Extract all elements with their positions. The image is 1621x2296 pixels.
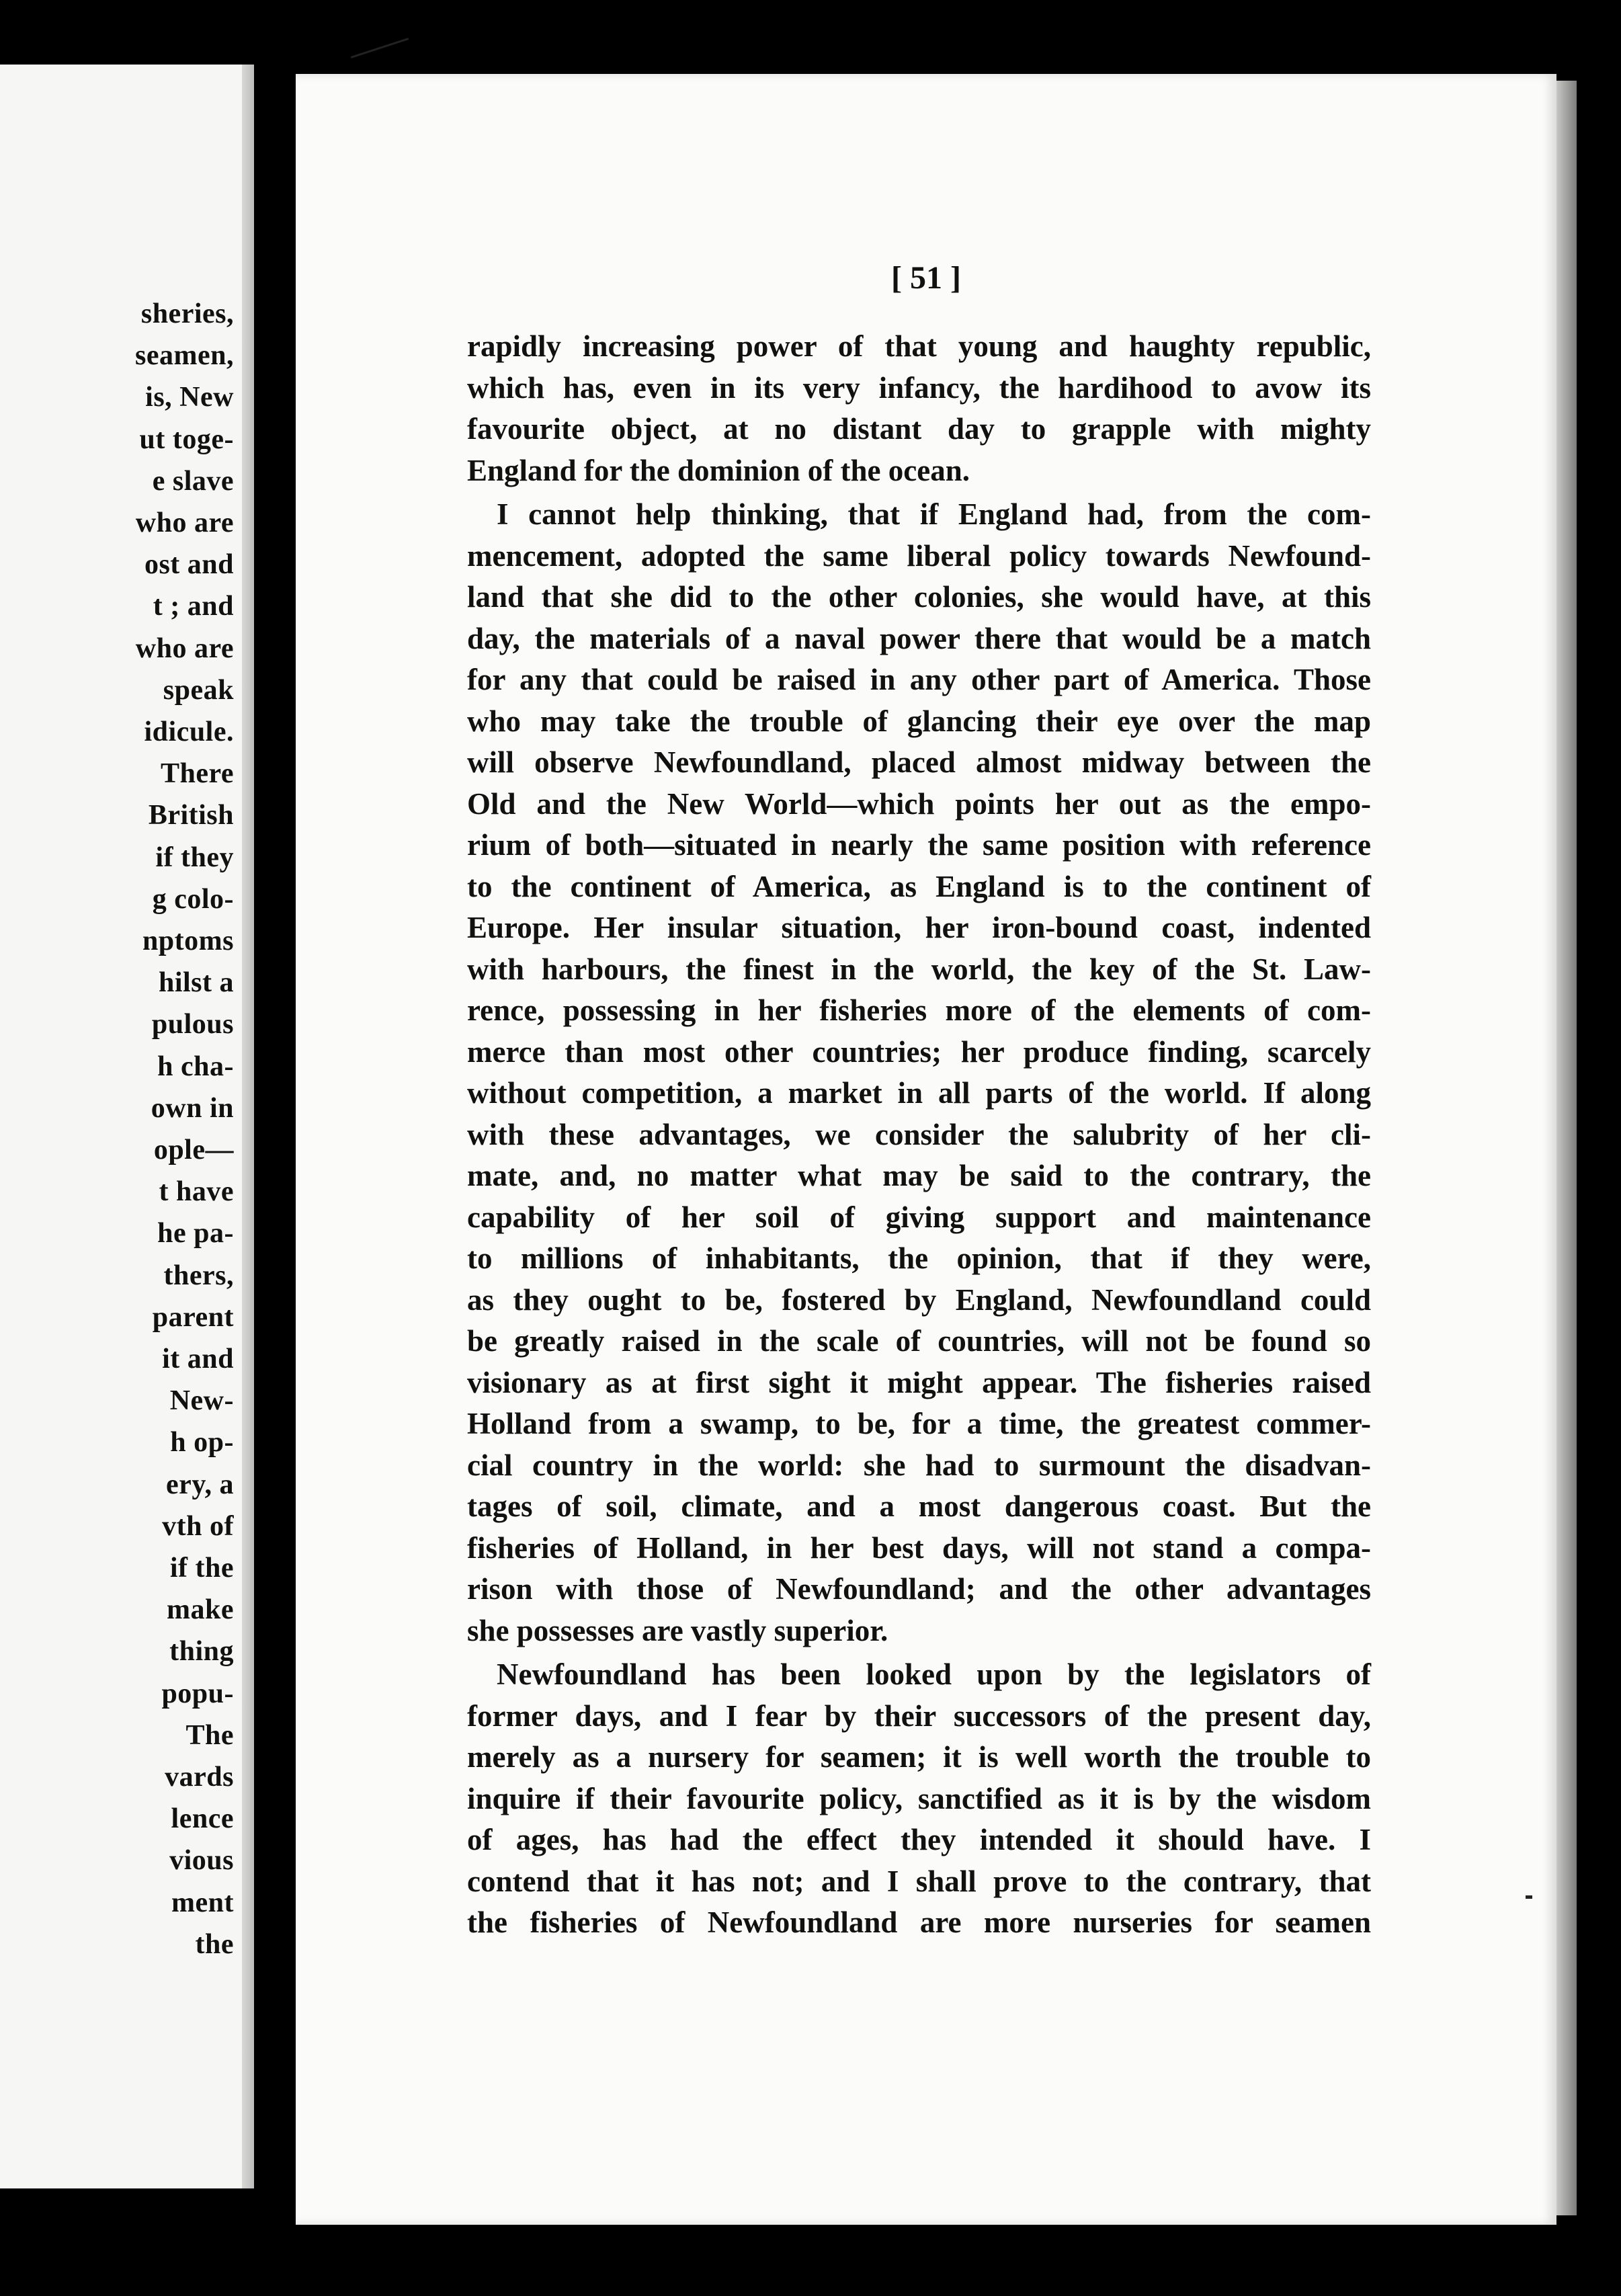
left-page-line: he pa-: [157, 1218, 234, 1249]
left-page-line: e slave: [152, 465, 234, 497]
text-line: with these advantages, we consider the salubrity of her cli-: [467, 1117, 1371, 1151]
left-page-line: the: [195, 1928, 234, 1960]
left-page-line: who are: [135, 507, 234, 538]
left-page-line: make: [167, 1594, 234, 1626]
left-page-line: ople—: [153, 1135, 234, 1165]
text-line: land that she did to the other colonies, she would have, at this: [467, 580, 1371, 614]
text-line: of ages, has had the effect they intended it should have. I: [467, 1823, 1371, 1856]
left-page-line: speak: [163, 674, 234, 706]
text-line: inquire if their favourite policy, sanctified as it is by the wisdom: [467, 1781, 1371, 1815]
text-line: be greatly raised in the scale of countries, will not be found so: [467, 1324, 1371, 1358]
left-page-line: if the: [169, 1553, 234, 1584]
left-page-line: t have: [159, 1176, 234, 1208]
left-page-line: parent: [152, 1301, 234, 1333]
left-page-line: pulous: [151, 1009, 234, 1040]
text-line: without competition, a market in all parts of the world. If along: [467, 1076, 1371, 1110]
text-line: she possesses are vastly superior.: [467, 1613, 888, 1647]
text-line: favourite object, at no distant day to grapple with mighty: [467, 412, 1371, 446]
text-line: merely as a nursery for seamen; it is well worth the trouble to: [467, 1740, 1371, 1774]
left-page-line: British: [148, 800, 234, 831]
left-page-line: ost and: [144, 549, 234, 581]
text-line: who may take the trouble of glancing their eye over the map: [467, 704, 1371, 738]
left-page-line: thers,: [163, 1260, 234, 1291]
text-line: former days, and I fear by their successors of the present day,: [467, 1698, 1371, 1733]
left-page-line: it and: [162, 1344, 234, 1375]
left-page-line: vth of: [162, 1510, 234, 1542]
page-edge: [1556, 81, 1577, 2215]
text-line: day, the materials of a naval power there that would be a match: [467, 621, 1371, 655]
main-page: [296, 74, 1556, 2225]
left-page-line: There: [160, 758, 234, 790]
left-page-line: nptoms: [142, 926, 234, 956]
text-line: I cannot help thinking, that if England had, from the com-: [497, 497, 1371, 531]
text-line: England for the dominion of the ocean.: [467, 453, 970, 487]
left-page-line: is, New: [145, 382, 234, 413]
left-page-line: vards: [165, 1762, 234, 1793]
left-page-line: seamen,: [135, 340, 234, 372]
left-page-line: who are: [135, 632, 234, 664]
text-line: cial country in the world: she had to surmount the disadvan-: [467, 1448, 1371, 1482]
text-line: rium of both—situated in nearly the same position with reference: [467, 828, 1371, 862]
text-line: merce than most other countries; her produce finding, scarcely: [467, 1034, 1371, 1069]
text-line: to millions of inhabitants, the opinion, that if they were,: [467, 1241, 1371, 1275]
text-line: Europe. Her insular situation, her iron-bound coast, indented: [467, 911, 1371, 944]
scan-mark: [1526, 1895, 1532, 1899]
left-page-line: h cha-: [157, 1051, 234, 1082]
text-line: Old and the New World—which points her out as the empo-: [467, 786, 1371, 821]
text-line: Newfoundland has been looked upon by the legislators of: [497, 1657, 1371, 1691]
left-page-line: ery, a: [166, 1469, 234, 1500]
text-line: tages of soil, climate, and a most dangerous coast. But the: [467, 1489, 1371, 1523]
text-line: mate, and, no matter what may be said to the contrary, the: [467, 1159, 1371, 1192]
left-page-line: own in: [151, 1092, 234, 1124]
left-page-line: popu-: [161, 1678, 234, 1709]
scan-mark: [351, 38, 409, 58]
left-page-line: New-: [169, 1385, 234, 1417]
left-page-line: sheries,: [140, 298, 234, 329]
page-number: [ 51 ]: [891, 260, 961, 296]
left-page-line: g colo-: [152, 883, 234, 915]
left-page-line: hilst a: [158, 967, 234, 999]
left-page-line: vious: [169, 1845, 234, 1877]
body-text: [467, 326, 1371, 1944]
text-line: contend that it has not; and I shall prove to the contrary, that: [467, 1864, 1371, 1898]
text-line: rison with those of Newfoundland; and the other advantages: [467, 1572, 1371, 1606]
text-line: which has, even in its very infancy, the hardihood to avow its: [467, 370, 1371, 405]
left-page-line: ment: [171, 1887, 234, 1918]
left-page-line: t ; and: [153, 591, 234, 622]
left-page-line: if they: [155, 842, 234, 873]
text-line: for any that could be raised in any other part of America. Those: [467, 663, 1371, 696]
text-line: will observe Newfoundland, placed almost midway between the: [467, 745, 1371, 779]
book-gutter: [242, 65, 254, 2188]
left-page-line: thing: [169, 1636, 234, 1668]
left-page-line: lence: [171, 1803, 234, 1835]
text-line: visionary as at first sight it might appear. The fisheries raised: [467, 1365, 1371, 1399]
text-line: the fisheries of Newfoundland are more nurseries for seamen: [467, 1905, 1371, 1939]
text-line: to the continent of America, as England is to the continent of: [467, 869, 1371, 903]
text-line: as they ought to be, fostered by England, Newfoundland could: [467, 1282, 1371, 1317]
text-line: capability of her soil of giving support and maintenance: [467, 1200, 1371, 1234]
left-facing-page: [0, 65, 250, 2188]
left-page-line: h op-: [170, 1427, 234, 1459]
text-line: mencement, adopted the same liberal policy towards Newfound-: [467, 538, 1371, 573]
text-line: rence, possessing in her fisheries more of the elements of com-: [467, 993, 1371, 1027]
left-page-line: idicule.: [144, 716, 234, 747]
text-line: fisheries of Holland, in her best days, will not stand a compa-: [467, 1530, 1371, 1565]
text-line: Holland from a swamp, to be, for a time, the greatest commer-: [467, 1407, 1371, 1440]
left-page-line: ut toge-: [139, 423, 234, 455]
text-line: rapidly increasing power of that young and haughty republic,: [467, 329, 1371, 363]
left-page-line: The: [185, 1719, 234, 1751]
text-line: with harbours, the finest in the world, the key of the St. Law-: [467, 952, 1371, 986]
